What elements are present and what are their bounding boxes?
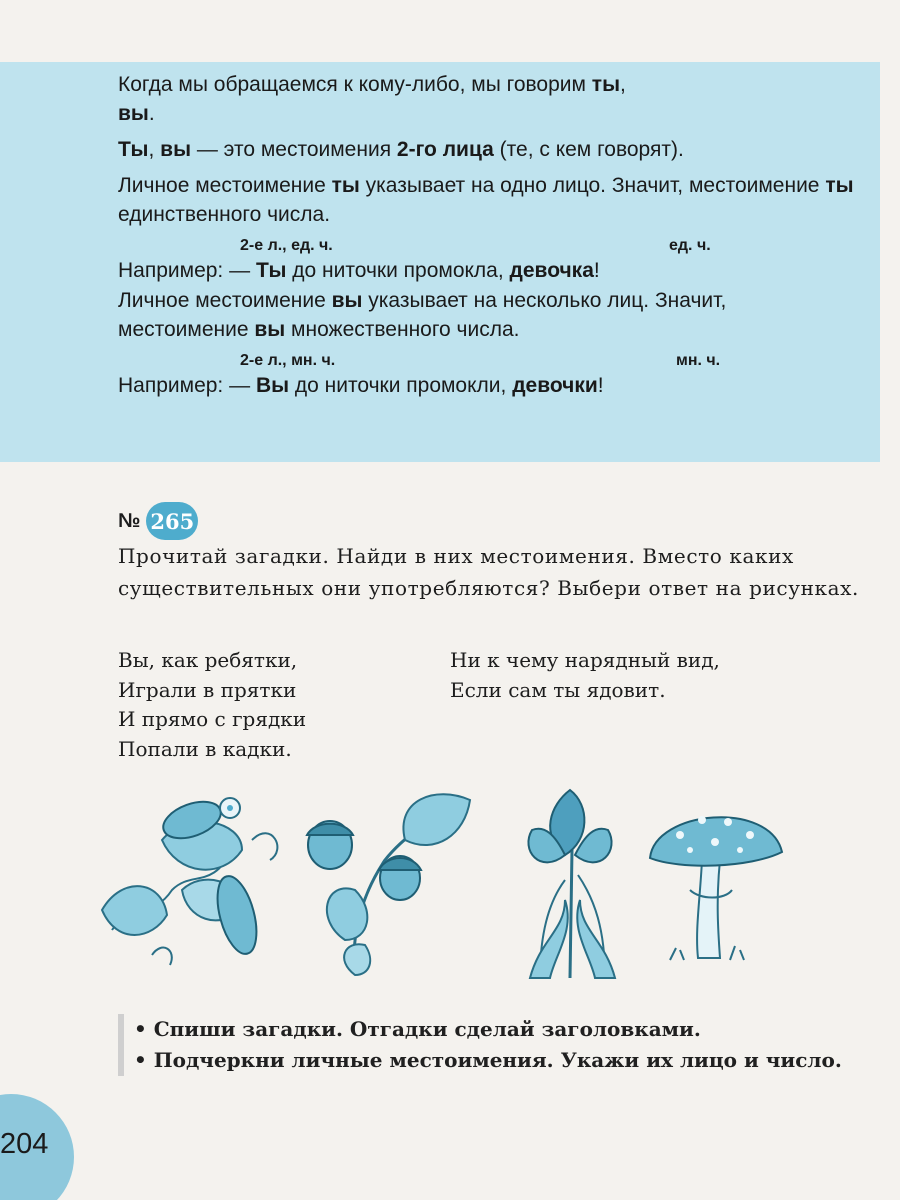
instructions [118, 1014, 888, 1076]
riddle-2 [450, 646, 720, 705]
instruction-item: • Подчеркни личные местоимения. Укажи их лицо и число. [134, 1048, 842, 1072]
riddle-2-line: Ни к чему нарядный вид, [450, 648, 720, 672]
acorn-picture [295, 780, 480, 980]
example-1: Например: — Ты до ниточки промокла, девочка! [118, 259, 600, 282]
exercise-number-badge: 265 [146, 502, 198, 540]
instruction-item: • Спиши загадки. Отгадки сделай заголовками. [134, 1017, 701, 1041]
page-number: 204 [0, 1128, 49, 1160]
example-1-annotation: 2-е л., ед. ч. ед. ч. [240, 237, 711, 254]
riddle-1-line: И прямо с грядки [118, 707, 307, 731]
rule-paragraph-4: Личное местоимение вы указывает на несколько лиц. Значит, местоимение вы множественного числа. [118, 289, 727, 341]
rule-paragraph-1: Когда мы обращаемся к кому-либо, мы говорим ты, вы. [118, 73, 626, 125]
iris-picture [510, 780, 630, 980]
riddle-1 [118, 646, 306, 764]
exercise-task: Прочитай загадки. Найди в них местоимения. Вместо каких существительных они употребляются? Выбери ответ на рисунках. [118, 544, 859, 600]
example-2: Например: — Вы до ниточки промокли, девочки! [118, 374, 604, 397]
riddle-1-line: Играли в прятки [118, 677, 297, 702]
example-2-annotation: 2-е л., мн. ч. мн. ч. [240, 352, 721, 369]
cucumber-picture [92, 780, 302, 980]
mushroom-picture [640, 790, 790, 970]
exercise-number: № 265 [118, 502, 198, 540]
riddle-1-line: Вы, как ребятки, [118, 648, 298, 672]
rule-paragraph-3: Личное местоимение ты указывает на одно лицо. Значит, местоимение ты единственного числа. [118, 174, 854, 226]
rule-box [0, 62, 880, 462]
riddle-1-line: Попали в кадки. [118, 736, 292, 761]
rule-paragraph-2: Ты, вы — это местоимения 2-го лица (те, с кем говорят). [118, 138, 684, 161]
riddle-2-line: Если сам ты ядовит. [450, 677, 666, 702]
